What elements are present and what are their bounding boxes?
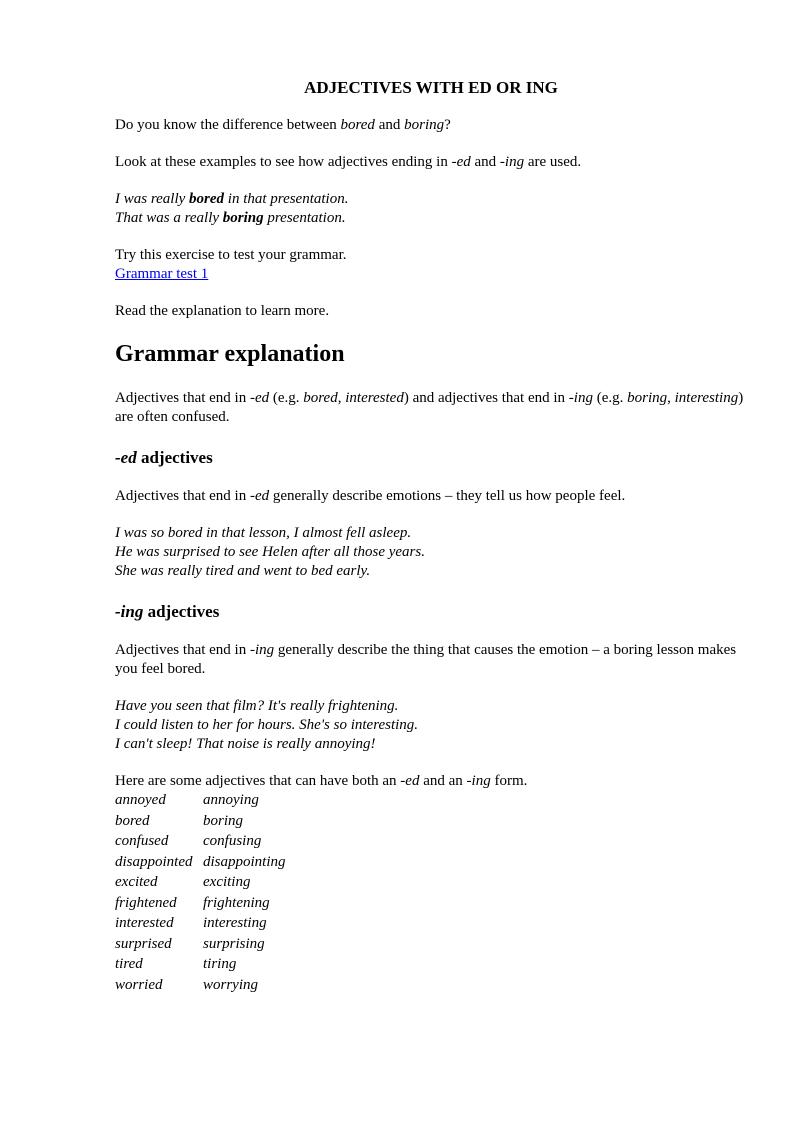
- table-row: [115, 935, 290, 956]
- example-sentence: [115, 190, 745, 209]
- text: boring: [404, 117, 445, 133]
- text: ?: [444, 117, 451, 133]
- ing-examples: [115, 697, 745, 754]
- example-sentence: [115, 209, 745, 228]
- text: Look at these examples to see how adjectives ending in: [115, 154, 452, 170]
- text: -ed: [249, 488, 270, 504]
- ed-form: frightened: [115, 894, 177, 911]
- exercise-text: Try this exercise to test your grammar.: [115, 247, 347, 263]
- ed-description: [115, 487, 745, 506]
- ing-form: surprising: [203, 935, 265, 952]
- text: bored: [189, 191, 225, 207]
- text: boring: [222, 210, 264, 226]
- example-sentence: I can't sleep! That noise is really annoying!: [115, 736, 376, 752]
- table-row: [115, 894, 290, 915]
- ed-examples: [115, 524, 745, 581]
- text: ,: [667, 390, 675, 406]
- text: -ed: [451, 154, 471, 170]
- ed-form: worried: [115, 976, 163, 993]
- ing-description: [115, 641, 745, 679]
- text: interested: [345, 390, 404, 406]
- ing-form: tiring: [203, 956, 237, 972]
- text: -ed: [249, 390, 270, 406]
- text: Adjectives that end in: [115, 390, 250, 406]
- ed-form: confused: [115, 833, 169, 849]
- table-row: [115, 791, 290, 812]
- text: Here are some adjectives that can have both an: [115, 773, 401, 789]
- exercise-block: [115, 246, 745, 284]
- table-row: [115, 873, 290, 894]
- text: -ed: [115, 448, 137, 467]
- text: and an: [419, 773, 467, 789]
- text: and: [470, 154, 500, 170]
- intro-question: [115, 116, 745, 135]
- text: (e.g.: [592, 390, 628, 406]
- ing-form: boring: [203, 812, 244, 829]
- text: bored: [340, 117, 375, 133]
- text: ) and adjectives that end in: [403, 390, 569, 406]
- text: ,: [337, 390, 346, 406]
- text: and: [374, 117, 405, 133]
- table-row: [115, 832, 290, 853]
- example-sentence: I could listen to her for hours. She's so interesting.: [115, 717, 419, 733]
- text: -ing: [466, 773, 491, 789]
- ing-form: confusing: [203, 833, 262, 849]
- text: -ing: [249, 642, 275, 658]
- example-sentence: She was really tired and went to bed early.: [115, 563, 371, 579]
- text: That was a really: [115, 210, 223, 226]
- ing-form: disappointing: [203, 853, 286, 870]
- table-row: [115, 914, 290, 935]
- text: form.: [490, 773, 528, 789]
- example-sentence: I was so bored in that lesson, I almost fell asleep.: [115, 525, 412, 541]
- text: ) are often confused.: [115, 390, 744, 425]
- text: generally describe emotions – they tell us how people feel.: [269, 488, 626, 504]
- text: Adjectives that end in: [115, 642, 250, 658]
- ing-form: frightening: [203, 894, 270, 911]
- text: bored: [303, 390, 338, 406]
- text: -ed: [400, 773, 420, 789]
- explanation-paragraph: [115, 389, 745, 427]
- text: boring: [627, 390, 668, 406]
- ing-form: annoying: [203, 792, 259, 808]
- example-sentence: Have you seen that film? It's really frightening.: [115, 698, 399, 714]
- table-row: [115, 853, 290, 874]
- ing-form: interesting: [203, 915, 267, 931]
- pairs-intro: [115, 772, 745, 791]
- text: -ing: [499, 154, 525, 170]
- document-page: [115, 78, 745, 996]
- text: presentation.: [263, 210, 346, 226]
- ed-adjectives-heading: [115, 447, 745, 469]
- text: in that presentation.: [224, 191, 349, 207]
- text: -ing: [568, 390, 593, 406]
- ing-adjectives-heading: [115, 601, 745, 623]
- table-row: [115, 812, 290, 833]
- table-row: [115, 955, 290, 976]
- ed-form: interested: [115, 915, 174, 931]
- text: Do you know the difference between: [115, 117, 341, 133]
- text: generally describe the thing that causes the emotion – a boring lesson makes you feel bored.: [115, 642, 737, 677]
- ed-form: excited: [115, 874, 158, 890]
- text: (e.g.: [269, 390, 304, 406]
- ing-form: exciting: [203, 874, 251, 890]
- text: adjectives: [143, 602, 220, 621]
- intro-look: [115, 153, 745, 172]
- text: adjectives: [136, 448, 213, 467]
- ed-form: disappointed: [115, 853, 193, 870]
- table-row: [115, 976, 290, 997]
- document-title: ADJECTIVES WITH ED OR ING: [304, 78, 558, 97]
- read-more-text: Read the explanation to learn more.: [115, 303, 330, 319]
- section-heading: Grammar explanation: [115, 341, 345, 367]
- text: are used.: [524, 154, 582, 170]
- grammar-test-link[interactable]: Grammar test 1: [115, 266, 209, 282]
- adjective-pairs-table: [115, 791, 290, 996]
- example-sentence: He was surprised to see Helen after all those years.: [115, 544, 425, 560]
- text: Adjectives that end in: [115, 488, 250, 504]
- ed-form: surprised: [115, 935, 172, 952]
- ing-form: worrying: [203, 976, 259, 993]
- example-sentences-top: [115, 190, 745, 228]
- text: -ing: [115, 602, 144, 621]
- ed-form: bored: [115, 812, 150, 829]
- text: I was really: [115, 191, 190, 207]
- ed-form: annoyed: [115, 792, 166, 808]
- ed-form: tired: [115, 956, 143, 972]
- text: interesting: [674, 390, 739, 406]
